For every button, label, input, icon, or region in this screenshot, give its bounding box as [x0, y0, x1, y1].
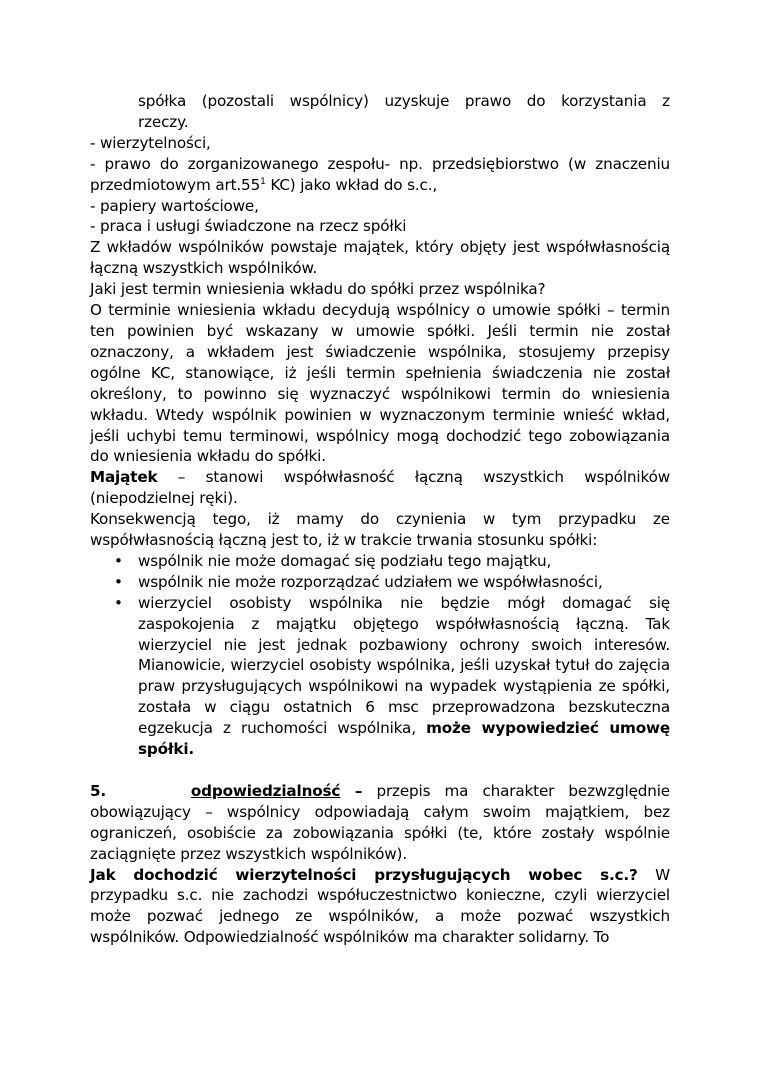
bullet-item: [90, 551, 670, 572]
question-termin: Jaki jest termin wniesienia wkładu do spółki przez wspólnika?: [90, 280, 546, 299]
paragraph-continuation-line2: rzeczy.: [138, 112, 189, 131]
section-5: [90, 781, 670, 865]
paragraph-termin: O terminie wniesienia wkładu decydują wspólnicy o umowie spółki – termin ten powinien być wskazany w umowie spółki. Jeśli termin nie został oznaczony, a wkładem jest świadczenie wspólnika, stosujemy przepisy ogólne KC, stanowiące, iż jeśli termin spełnienia świadczenia nie został określony, to powinno się wyznaczyć wspólnikowi termin do wniesienia wkładu. Wtedy wspólnik powinien w wyznaczonym terminie wnieść wkład, jeśli uchybi temu terminowi, wspólnicy mogą dochodzić tego zobowiązania do wniesienia wkładu do spółki.: [90, 301, 670, 466]
bullet-item: [90, 593, 670, 760]
paragraph-wklady: Z wkładów wspólników powstaje majątek, który objęty jest współwłasnością łączną wszystkich wspólników.: [90, 238, 670, 278]
section-title: odpowiedzialność: [190, 781, 341, 800]
answer-dochodzenie: W przypadku s.c. nie zachodzi współuczestnictwo konieczne, czyli wierzyciel może pozwać jednego ze wspólników, a może pozwać wszystkich wspólników. Odpowiedzialność wspólników ma charakter solidarny. To: [90, 865, 671, 947]
section-dash: –: [340, 781, 363, 800]
list-item-papiery: - papiery wartościowe,: [90, 196, 259, 215]
list-item-przedsiebiorstwo-text: - prawo do zorganizowanego zespołu- np. przedsiębiorstwo (w znaczeniu przedmiotowym art.55: [90, 154, 670, 194]
section-text: przepis ma charakter bezwzględnie obowiązujący – wspólnicy odpowiadają całym swoim majątkiem, bez ograniczeń, osobiście za zobowiązania spółki (te, które zostały wspólnie zaciągnięte przez wszystkich wspólników).: [90, 781, 670, 863]
bullet-text: wierzyciel osobisty wspólnika nie będzie mógł domagać się zaspokojenia z majątku objętego współwłasnością łączną. Tak wierzyciel nie jest jednak pozbawiony ochrony swoich interesów. Mianowicie, wierzyciel osobisty wspólnika, jeśli uzyskał tytuł do zajęcia praw przysługujących wspólnikowi na wypadek wystąpienia ze spółki, została w ciągu ostatnich 6 msc przeprowadzona bezskuteczna egzekucja z ruchomości wspólnika,: [138, 593, 670, 738]
paragraph-konsekwencja: Konsekwencją tego, iż mamy do czynienia w tym przypadku ze współwłasnością łączną jest to, iż w trakcie trwania stosunku spółki:: [90, 510, 670, 550]
bullet-marker: •: [114, 572, 123, 591]
list-item-praca: - praca i usługi świadczone na rzecz spółki: [90, 217, 407, 236]
superscript-article: 1: [260, 176, 266, 187]
document-page: [90, 91, 670, 948]
term-majatek: Majątek: [90, 468, 158, 487]
majatek-definition: – stanowi współwłasność łączną wszystkich wspólników (niepodzielnej ręki).: [90, 468, 670, 508]
paragraph-majatek: [90, 467, 670, 509]
bullet-text: wspólnik nie może domagać się podziału tego majątku,: [138, 551, 552, 570]
bullet-text: wspólnik nie może rozporządzać udziałem we współwłasności,: [138, 572, 603, 591]
bullet-marker: •: [114, 551, 123, 570]
list-item-wierzytelnosci: - wierzytelności,: [90, 133, 211, 152]
section-number: 5.: [90, 781, 107, 800]
bullet-marker: •: [114, 593, 123, 612]
question-dochodzenie: Jak dochodzić wierzytelności przysługujących wobec s.c.?: [90, 865, 638, 884]
paragraph-continuation-line1: spółka (pozostali wspólnicy) uzyskuje prawo do korzystania z: [138, 92, 670, 110]
list-item-przedsiebiorstwo: [90, 154, 670, 196]
bullet-list: [90, 551, 670, 760]
spacer: [90, 760, 670, 781]
bullet-bold-conclusion: może wypowiedzieć umowę spółki.: [138, 719, 671, 759]
list-item-przedsiebiorstwo-tail: KC) jako wkład do s.c.,: [265, 175, 438, 194]
paragraph-dochodzenie: [90, 865, 670, 949]
bullet-item: [90, 572, 670, 593]
